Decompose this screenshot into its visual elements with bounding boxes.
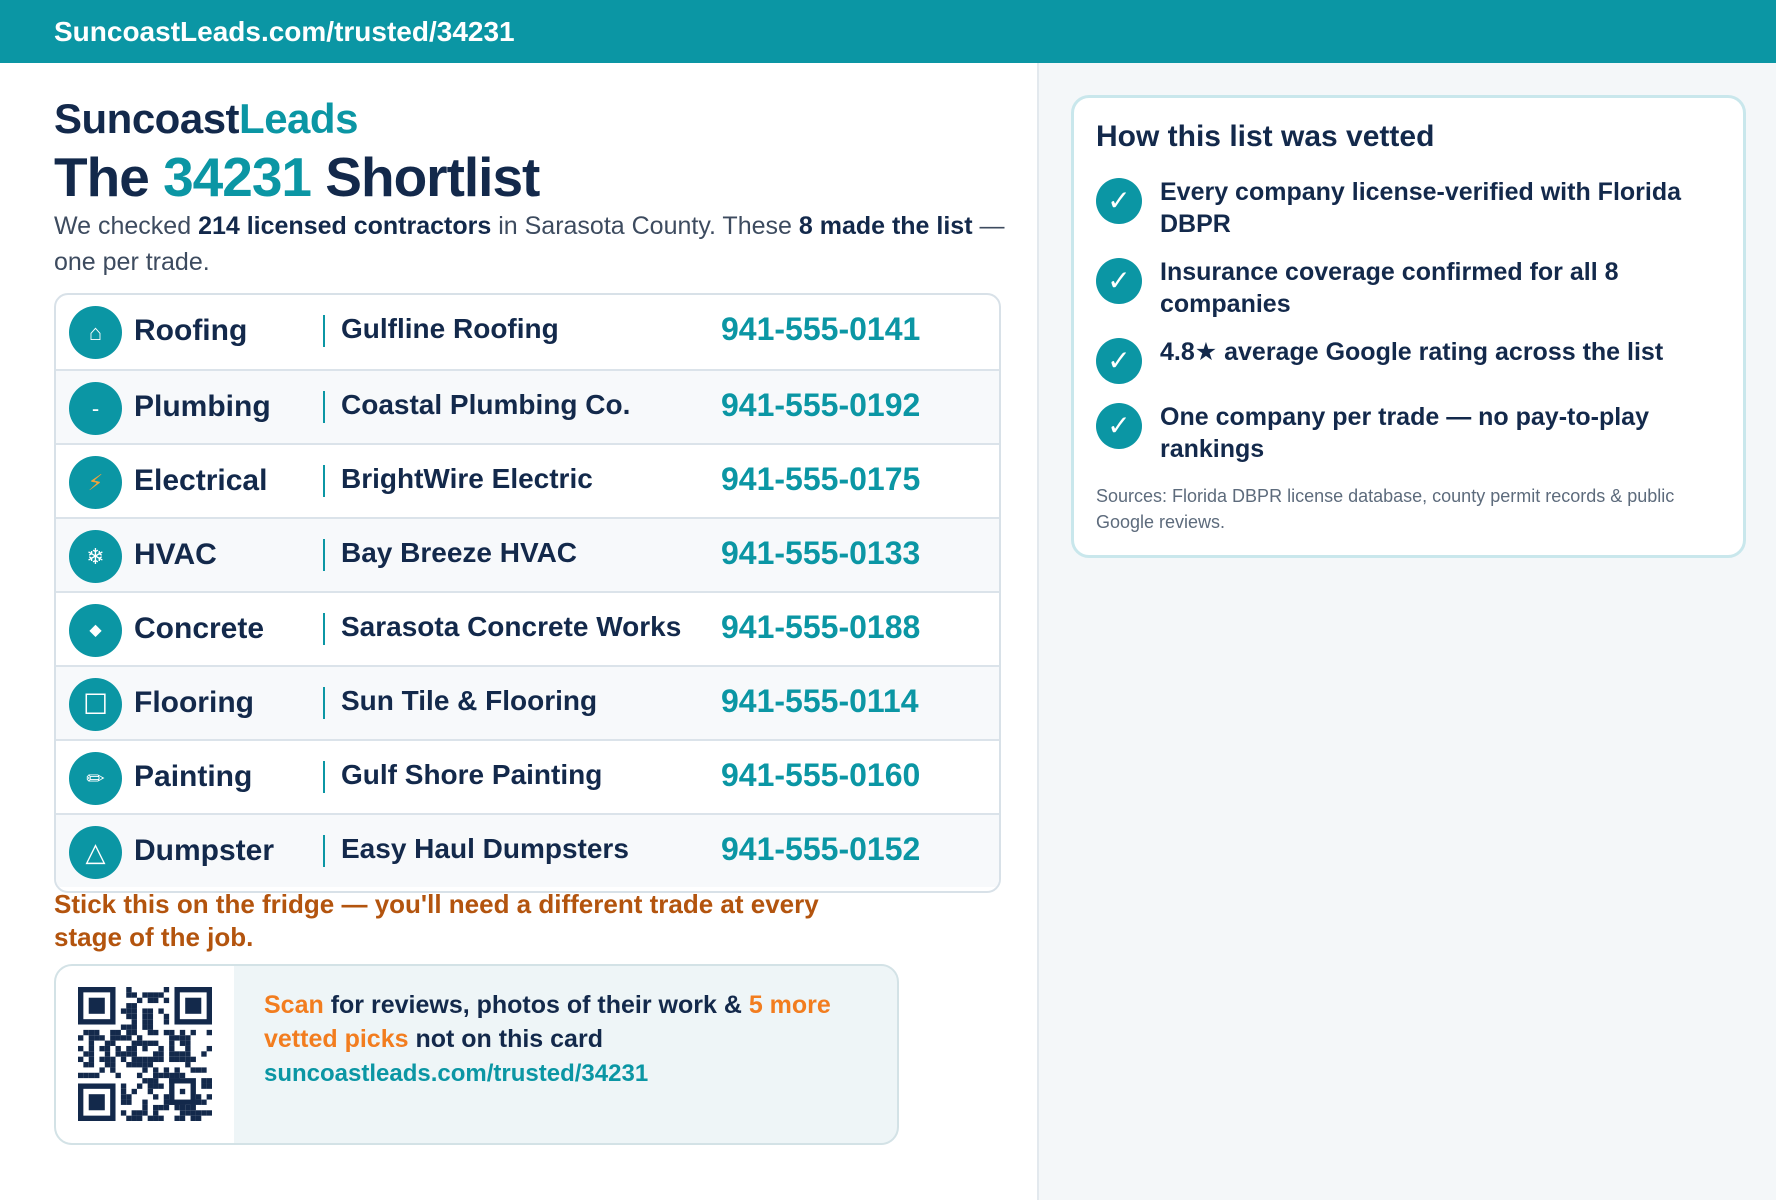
divider (323, 539, 325, 571)
house-icon: ⌂ (69, 306, 122, 359)
right-panel (1037, 63, 1776, 1200)
company-name: Bay Breeze HVAC (341, 537, 578, 568)
snowflake-icon: ❄ (69, 530, 122, 583)
phone-number[interactable]: 941-555-0133 (721, 535, 921, 571)
intro-b1: 214 licensed contractors (198, 212, 492, 240)
intro-text (54, 208, 1014, 280)
lightning-icon: ⚡ (69, 456, 122, 509)
divider (323, 835, 325, 867)
vetting-card (1071, 95, 1746, 558)
intro-b2: 8 made the list (798, 212, 973, 240)
qr-card[interactable] (54, 964, 899, 1145)
contractor-table (54, 293, 1001, 893)
divider (323, 761, 325, 793)
title-prefix: The (54, 146, 164, 208)
trade-name: Roofing (134, 314, 248, 347)
company-name: BrightWire Electric (341, 463, 593, 494)
divider (323, 687, 325, 719)
phone-number[interactable]: 941-555-0141 (721, 311, 921, 347)
table-row (56, 443, 999, 517)
qr-description (264, 988, 874, 1056)
trade-name: Electrical (134, 464, 268, 497)
phone-number[interactable]: 941-555-0152 (721, 831, 921, 867)
table-row (56, 739, 999, 813)
divider (323, 613, 325, 645)
qr-text-2: not on this card (408, 1025, 603, 1053)
divider (323, 465, 325, 497)
vetting-item-text: Every company license-verified with Florida DBPR (1160, 178, 1682, 238)
qr-url-link[interactable]: suncoastleads.com/trusted/34231 (264, 1060, 649, 1087)
company-name: Coastal Plumbing Co. (341, 389, 631, 420)
brand-logo (54, 95, 358, 143)
divider (323, 391, 325, 423)
table-row (56, 369, 999, 443)
divider (323, 315, 325, 347)
trade-name: HVAC (134, 538, 217, 571)
check-icon: ✓ (1096, 403, 1142, 449)
vetting-item-text: Insurance coverage confirmed for all 8 companies (1160, 258, 1619, 318)
check-icon: ✓ (1096, 338, 1142, 384)
intro-t3: — one per trade. (54, 212, 1005, 276)
intro-t1: We checked (54, 212, 199, 240)
left-panel (0, 63, 1037, 1200)
trade-name: Dumpster (134, 834, 275, 867)
vetting-item-text: 4.8★ average Google rating across the list (1160, 338, 1664, 366)
table-row (56, 295, 999, 369)
table-row (56, 517, 999, 591)
triangle-icon: △ (69, 826, 122, 879)
qr-text-1: for reviews, photos of their work & (323, 991, 749, 1019)
phone-number[interactable]: 941-555-0160 (721, 757, 921, 793)
vetting-item-text: One company per trade — no pay-to-play rankings (1160, 403, 1649, 463)
qr-code-icon (78, 987, 212, 1121)
pencil-icon: ✏ (69, 752, 122, 805)
drop-icon: - (69, 382, 122, 435)
trade-name: Painting (134, 760, 253, 793)
qr-code[interactable] (56, 966, 234, 1143)
table-row (56, 813, 999, 887)
brand-part1: Suncoast (54, 95, 240, 142)
table-row (56, 591, 999, 665)
phone-number[interactable]: 941-555-0188 (721, 609, 921, 645)
intro-t2: in Sarasota County. These (491, 212, 799, 240)
trade-name: Plumbing (134, 390, 271, 423)
phone-number[interactable]: 941-555-0114 (721, 683, 919, 719)
company-name: Sun Tile & Flooring (341, 685, 598, 716)
phone-number[interactable]: 941-555-0192 (721, 387, 921, 423)
qr-more-picks: 5 more vetted picks (264, 991, 831, 1053)
trade-name: Flooring (134, 686, 254, 719)
title-zip: 34231 (163, 146, 312, 208)
diamond-icon: ◆ (69, 604, 122, 657)
company-name: Gulf Shore Painting (341, 759, 603, 790)
table-row (56, 665, 999, 739)
page-title (54, 145, 539, 209)
company-name: Sarasota Concrete Works (341, 611, 682, 642)
sources-note: Sources: Florida DBPR license database, county permit records & public Google reviews. (1096, 486, 1675, 532)
phone-number[interactable]: 941-555-0175 (721, 461, 921, 497)
check-icon: ✓ (1096, 178, 1142, 224)
company-name: Easy Haul Dumpsters (341, 833, 629, 864)
vetting-title: How this list was vetted (1096, 120, 1435, 153)
brand-part2: Leads (239, 95, 358, 142)
trade-name: Concrete (134, 612, 265, 645)
company-name: Gulfline Roofing (341, 313, 559, 344)
top-url-bar (0, 0, 1776, 63)
qr-scan-word: Scan (264, 991, 324, 1019)
square-icon: ☐ (69, 678, 122, 731)
check-icon: ✓ (1096, 258, 1142, 304)
url-text[interactable]: SuncoastLeads.com/trusted/34231 (54, 16, 515, 47)
fridge-note: Stick this on the fridge — you'll need a different trade at every stage of the job. (54, 889, 819, 952)
title-suffix: Shortlist (311, 146, 540, 208)
